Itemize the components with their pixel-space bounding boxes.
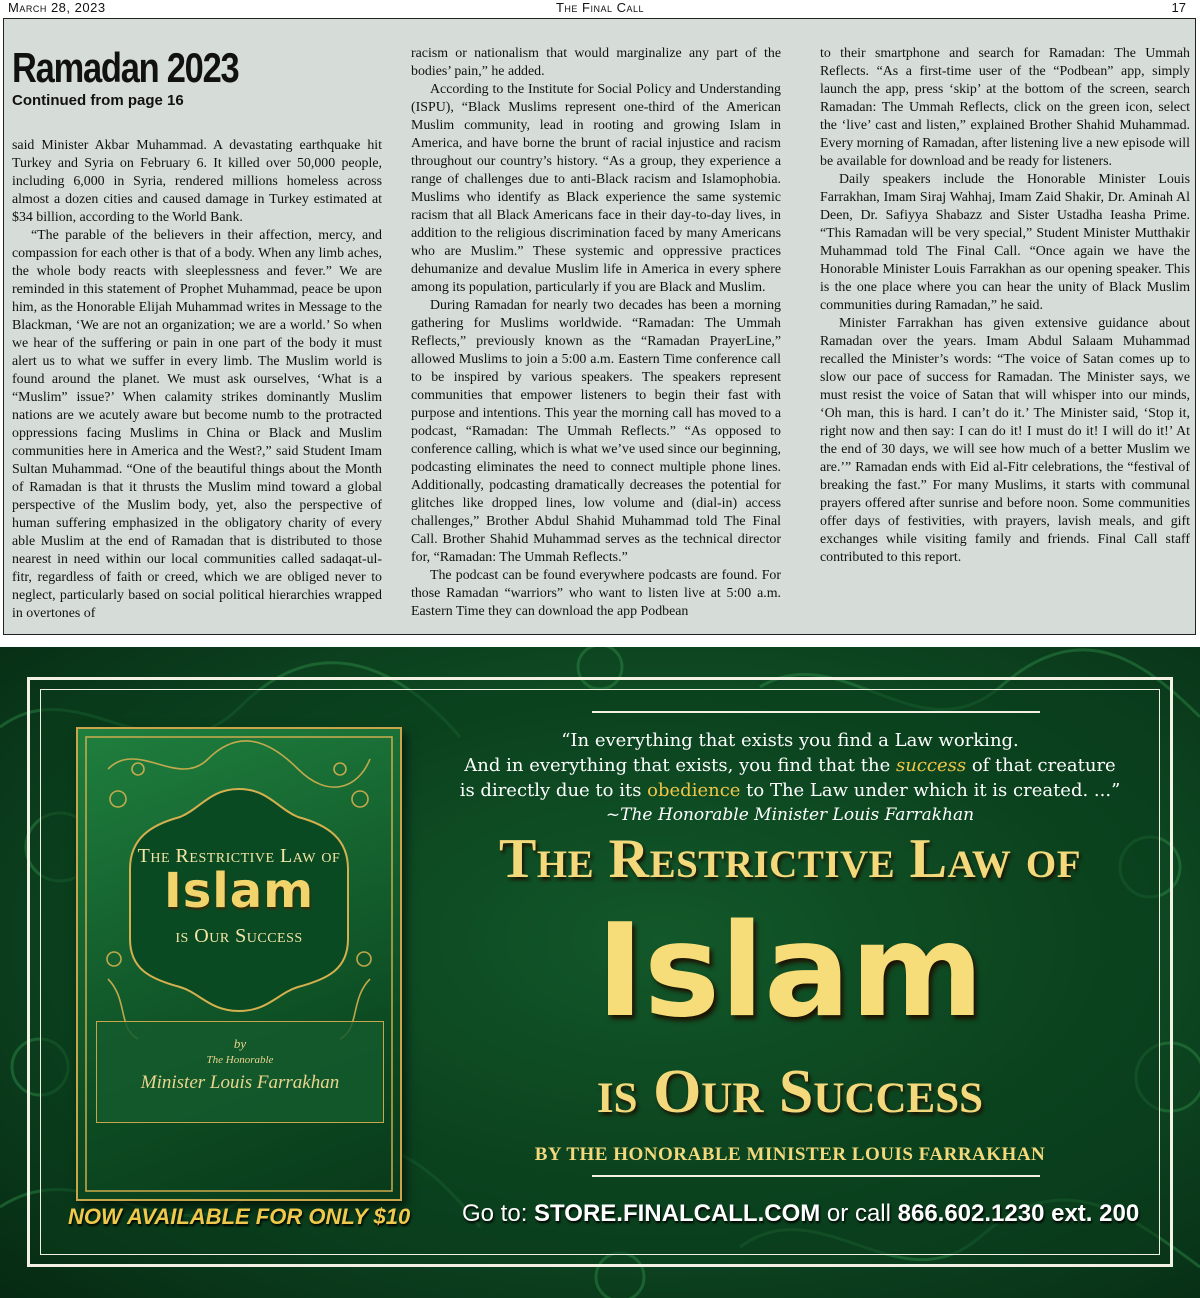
- paragraph: Daily speakers include the Honorable Minister Louis Farrakhan, Imam Siraj Wahhaj, Imam Zaid Shakir, Dr. Aminah Al Deen, Dr. Safiyya Shabazz and Sister Ustadha Ieasha Prime. “This Ramadan will be very special,” Student Minister Mutthakir Muhammad told The Final Call. “Once again we have the Honorable Minister Louis Farrakhan as our opening speaker. This is the one place where you can hear the unity of Black Muslim communities during Ramadan,” he said.: [820, 172, 1190, 313]
- issue-date: March 28, 2023: [8, 0, 106, 15]
- quote-text: And in everything that exists, you find that the: [464, 755, 896, 776]
- paragraph: The podcast can be found everywhere podcasts are found. For those Ramadan “warriors” who want to listen live at 5:00 a.m. Eastern Time they can download the app Podbean: [411, 568, 781, 619]
- page-number: 17: [1171, 0, 1186, 15]
- ad-title-line-3: is Our Success: [596, 1058, 984, 1126]
- call-label: or call: [820, 1200, 898, 1227]
- ad-title-line-2: Islam: [596, 897, 984, 1046]
- paragraph: to their smartphone and search for Ramadan: The Ummah Reflects. “As a first-time user of the “Podbean” app, simply launch the app, press ‘skip’ at the bottom of the screen, search Ramadan: The Ummah Reflects, click on the green icon, select the ‘live’ cast and listen,” explained Brother Shahid Muhammad. Every morning of Ramadan, after listening live a new episode will be available for download and be ready for listeners.: [820, 46, 1190, 169]
- divider: [592, 711, 1040, 713]
- quote-text: is directly due to its: [459, 780, 648, 801]
- book-cover: [76, 727, 402, 1201]
- ad-byline: BY THE HONORABLE MINISTER LOUIS FARRAKHAN: [534, 1144, 1046, 1165]
- quote-line-2: [420, 753, 1160, 778]
- ad-title-line-1: The Restrictive Law of: [498, 828, 1082, 890]
- paragraph: said Minister Akbar Muhammad. A devastating earthquake hit Turkey and Syria on February 6. It killed over 50,000 people, including 6,000 in Syria, rendered millions homeless across almost a dozen cities and caused damage in Turkey estimated at $34 billion, according to the World Bank.: [12, 138, 382, 225]
- cover-title-line-1: The Restrictive Law of: [137, 845, 341, 867]
- paragraph: “The parable of the believers in their affection, mercy, and compassion for each other is that of a body. When any limb aches, the whole body reacts with sleeplessness and fever.” We are reminded in this statement of Prophet Muhammad, peace be upon him, as the Honorable Elijah Muhammad writes in Message to the Blackman, ‘We are not an organization; we are a world.’ So when we hear of the suffering or pain in one part of the body it must alert us to what we suffer in every limb. The Muslim world is found around the planet. We must ask ourselves, ‘What is a “Muslim” issue?’ When calamity strikes dominantly Muslim nations are we acutely aware but become numb to the protracted oppressions facing Muslims in China or Black and Muslim communities here in America and the West?,” said Student Imam Sultan Muhammad. “One of the beautiful things about the Month of Ramadan is that it thrusts the Muslim mind toward a global perspective of the Muslim body, yet, also the perspective of human suffering emphasized in the obligatory charity of every able Muslim at the end of Ramadan that is distributed to those nearest in need within our local communities called sadaqat-ul-fitr, regardless of faith or creed, which we are obliged never to neglect, particularly based on social political hierarchies wrapped in overtones of: [12, 228, 382, 621]
- paragraph: Minister Farrakhan has given extensive guidance about Ramadan over the years. Imam Abdul Salaam Muhammad recalled the Minister’s words: “The voice of Satan comes up to slow our pace of success for Ramadan. The Minister says, we must resist the voice of Satan that will whisper into our minds, ‘Oh man, this is hard. I can’t do it.’ The Minister said, ‘Stop it, right now and then say: I can do it! I must do it! I will do it!’ At the end of 30 days, we will see how much of a better Muslim we are.’” Ramadan ends with Eid al-Fitr celebrations, the “festival of breaking the fast.” For many Muslims, it starts with communal prayers offered after sunrise and before noon. Some communities offer days of festivities, with prayers, lavish meals, and gift exchanges while visiting family and friends. Final Call staff contributed to this report.: [820, 316, 1190, 565]
- cover-honorable: The Honorable: [206, 1054, 274, 1066]
- quote-attribution: ~The Honorable Minister Louis Farrakhan: [605, 805, 975, 825]
- continued-label: Continued from page 16: [12, 92, 184, 109]
- paragraph: racism or nationalism that would marginalize any part of the bodies’ pain,” he added.: [411, 46, 781, 79]
- publication-name: The Final Call: [555, 0, 645, 15]
- article-column-1: [12, 137, 382, 623]
- article-box: [3, 18, 1196, 635]
- article-column-2: [411, 45, 781, 621]
- cover-title-line-2: Islam: [163, 863, 315, 919]
- paragraph: During Ramadan for nearly two decades has been a morning gathering for Muslims worldwide. “Ramadan: The Ummah Reflects,” previously known as the “Ramadan PrayerLine,” allowed Muslims to join a 5:00 a.m. Eastern Time conference call to be inspired by various speakers. The speakers represent communities that empower listeners to begin their fast with purpose and intentions. This year the morning call has moved to a podcast, “Ramadan: The Ummah Reflects.” “As opposed to conference calling, which is what we’ve used since our beginning, podcasting eliminates the need to connect multiple phone lines. Additionally, podcasting dramatically decreases the potential for glitches like dropped lines, low volume and (dial-in) access challenges,” Brother Abdul Shahid Muhammad told The Final Call. Brother Shahid Muhammad serves as the technical director for, “Ramadan: The Ummah Reflects.”: [411, 298, 781, 565]
- store-link[interactable]: STORE.FINALCALL.COM: [534, 1200, 821, 1227]
- quote-line-3: [420, 778, 1160, 803]
- cover-author-box: [96, 1021, 384, 1123]
- cover-ornament: [78, 729, 400, 1199]
- order-info: [462, 1200, 1139, 1228]
- paragraph: According to the Institute for Social Policy and Understanding (ISPU), “Black Muslims represent one-third of the American Muslim community, lead in rooting and growing Islam in America, and have borne the brunt of racial injustice and racism throughout our country’s history. “As a group, they experience a range of challenges due to anti-Black racism and Islamophobia. Muslims who identify as Black experience the same systemic racism that all Black Americans face in their day-to-day lives, in addition to the religious discrimination faced by many Americans who are Muslim.” These systemic and oppressive practices dehumanize and devalue Muslim life in America in every sphere among its population, particularly if you are Black and Muslim.: [411, 82, 781, 295]
- quote-keyword-obedience: obedience: [647, 780, 741, 801]
- cover-title-line-3: is Our Success: [175, 925, 303, 947]
- page-header: [0, 0, 1200, 16]
- cover-author-name: Minister Louis Farrakhan: [140, 1072, 340, 1093]
- quote-line-1: “In everything that exists you find a Law working.: [561, 730, 1019, 751]
- divider: [592, 1175, 1040, 1177]
- quote-keyword-success: success: [895, 755, 967, 776]
- quote-text: to The Law under which it is created. ...”: [740, 780, 1121, 801]
- quote-text: of that creature: [966, 755, 1116, 776]
- goto-label: Go to:: [462, 1200, 535, 1227]
- article-headline: Ramadan 2023: [12, 44, 239, 91]
- price-banner: NOW AVAILABLE FOR ONLY $10: [68, 1204, 411, 1229]
- phone-number[interactable]: 866.602.1230 ext. 200: [897, 1200, 1140, 1227]
- cover-by: by: [233, 1036, 247, 1051]
- book-advertisement: [0, 647, 1200, 1298]
- article-column-3: [820, 45, 1190, 567]
